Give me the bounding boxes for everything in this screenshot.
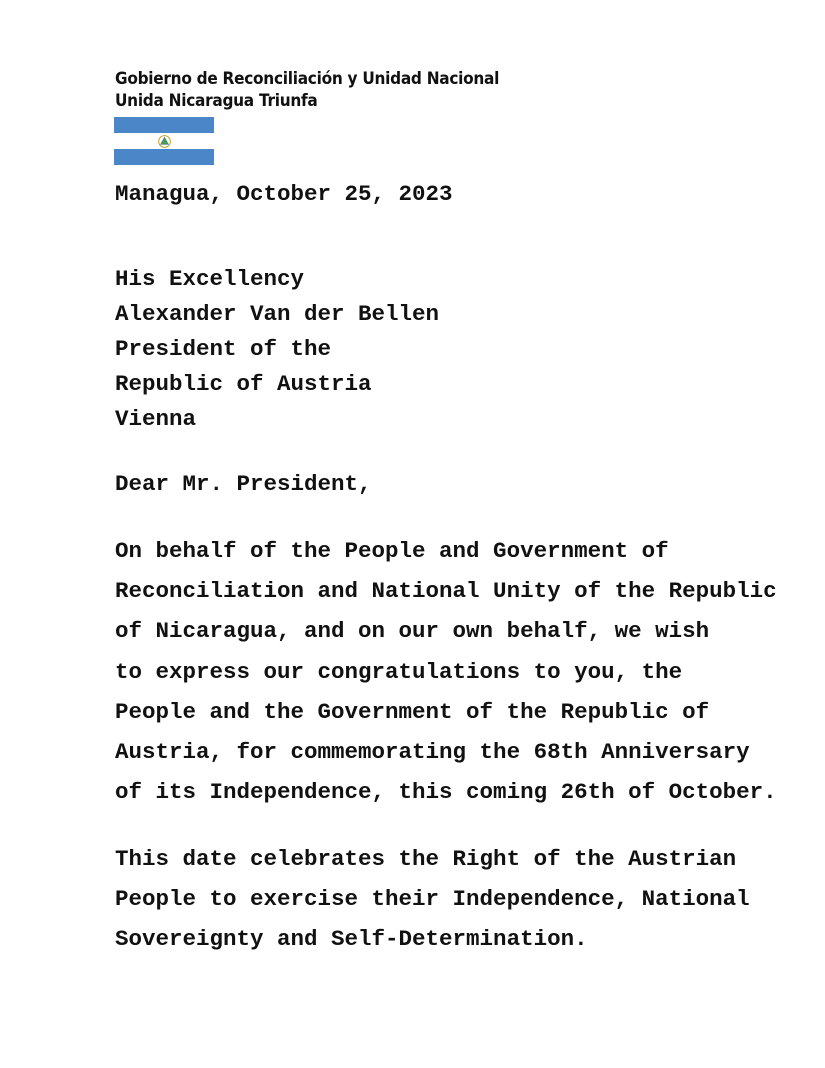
recipient-line: His Excellency bbox=[115, 266, 305, 292]
recipient-line: Vienna bbox=[115, 406, 197, 432]
paragraph-line: Austria, for commemorating the 68th Anniversary bbox=[115, 738, 750, 765]
letter-date: Managua, October 25, 2023 bbox=[115, 181, 453, 207]
paragraph-line: On behalf of the People and Government of bbox=[115, 538, 669, 564]
letterhead-government-name: Gobierno de Reconciliación y Unidad Nacional bbox=[115, 69, 500, 88]
recipient-line: Republic of Austria bbox=[115, 371, 372, 397]
nicaragua-flag-icon bbox=[114, 117, 214, 165]
paragraph-line: Sovereignty and Self-Determination. bbox=[115, 926, 588, 953]
recipient-line: President of the bbox=[115, 336, 332, 362]
paragraph-line: of Nicaragua, and on our own behalf, we wish bbox=[115, 618, 710, 645]
paragraph-line: of its Independence, this coming 26th of October. bbox=[115, 779, 777, 806]
paragraph-line: Reconciliation and National Unity of the Republic bbox=[115, 578, 777, 605]
letterhead-slogan: Unida Nicaragua Triunfa bbox=[115, 91, 318, 110]
flag-middle-stripe bbox=[114, 133, 214, 149]
recipient-line: Alexander Van der Bellen bbox=[115, 301, 440, 327]
recipient-address bbox=[115, 262, 439, 437]
flag-top-stripe bbox=[114, 117, 214, 133]
paragraph-line: This date celebrates the Right of the Austrian bbox=[115, 846, 737, 872]
flag-bottom-stripe bbox=[114, 149, 214, 165]
letterhead bbox=[115, 68, 499, 112]
salutation: Dear Mr. President, bbox=[115, 471, 372, 497]
paragraph-line: People to exercise their Independence, National bbox=[115, 886, 750, 913]
coat-of-arms-icon bbox=[158, 135, 171, 148]
paragraph-line: People and the Government of the Republic of bbox=[115, 698, 710, 725]
body-paragraph-2 bbox=[115, 839, 750, 960]
paragraph-line: to express our congratulations to you, the bbox=[115, 658, 683, 685]
body-paragraph-1 bbox=[115, 531, 777, 812]
